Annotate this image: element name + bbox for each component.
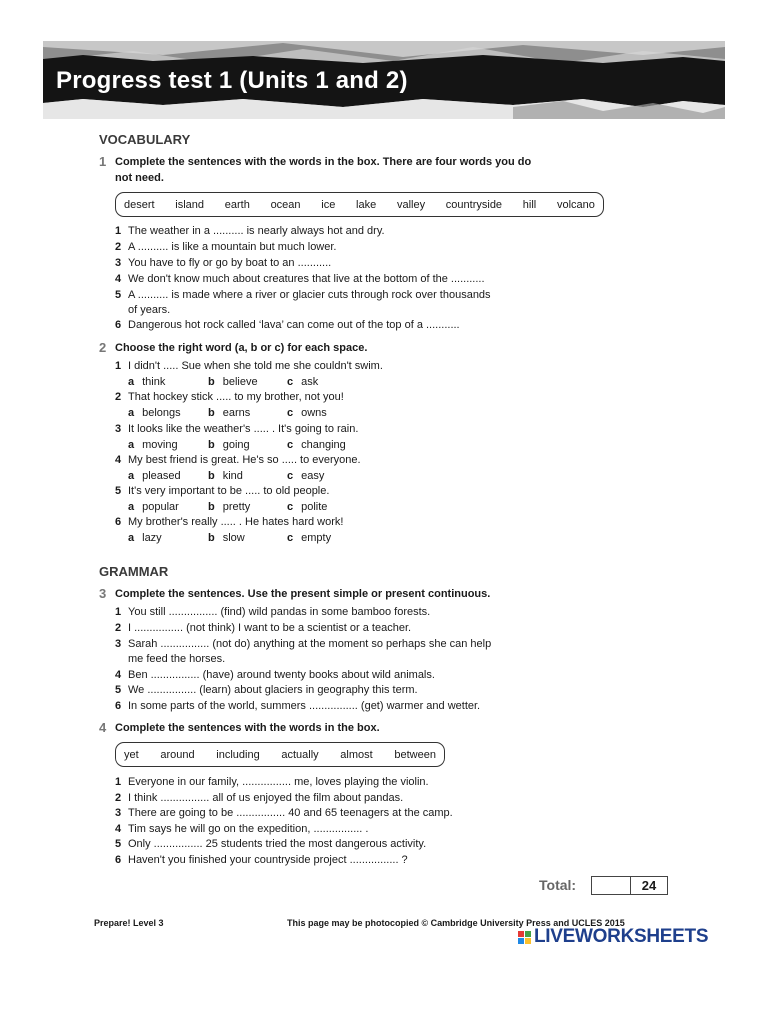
word-box <box>115 192 604 217</box>
exercise-item: 4 Tim says he will go on the expedition, ................ . <box>115 823 369 835</box>
option-a: a pleased <box>128 470 181 482</box>
option-b: b going <box>208 439 250 451</box>
question-instruction: Choose the right word (a, b or c) for each space. <box>115 342 368 354</box>
option-b: b slow <box>208 532 245 544</box>
exercise-item: 5 We ................ (learn) about glaciers in geography this term. <box>115 684 418 696</box>
word-box-item: ocean <box>270 198 301 211</box>
word-box-item: almost <box>340 748 373 761</box>
exercise-item: 6 Dangerous hot rock called ‘lava’ can come out of the top of a ........... <box>115 319 460 331</box>
option-c: c changing <box>287 439 346 451</box>
exercise-item: 5 It's very important to be ..... to old people. <box>115 485 330 497</box>
word-box-item: valley <box>396 198 426 211</box>
option-a: a belongs <box>128 407 181 419</box>
option-c: c owns <box>287 407 327 419</box>
exercise-item: 5 Only ................ 25 students tried the most dangerous activity. <box>115 838 427 850</box>
option-c: c easy <box>287 470 325 482</box>
question-number: 3 <box>99 586 107 601</box>
word-box-item: ice <box>321 198 336 211</box>
word-box-item: island <box>175 198 205 211</box>
exercise-item: 6 Haven't you finished your countryside project ................ ? <box>115 854 408 866</box>
exercise-item: 2 I ................ (not think) I want to be a scientist or a teacher. <box>115 622 412 634</box>
question-number: 4 <box>99 720 107 735</box>
section-heading-vocabulary: VOCABULARY <box>99 132 191 147</box>
word-box-item: actually <box>281 748 319 761</box>
option-a: a think <box>128 376 166 388</box>
total-score-value: 24 <box>641 878 657 893</box>
question-instruction: Complete the sentences. Use the present simple or present continuous. <box>115 588 491 600</box>
exercise-item: 6 In some parts of the world, summers ................ (get) warmer and wetter. <box>115 700 481 712</box>
option-a: a moving <box>128 439 178 451</box>
option-b: b earns <box>208 407 251 419</box>
exercise-item: 5 A .......... is made where a river or glacier cuts through rock over thousands <box>115 289 491 301</box>
word-box-item: around <box>160 748 195 761</box>
option-c: c empty <box>287 532 332 544</box>
exercise-item: 1 I didn't ..... Sue when she told me she couldn't swim. <box>115 360 383 372</box>
footer-book-level: Prepare! Level 3 <box>94 918 164 928</box>
option-b: b pretty <box>208 501 251 513</box>
exercise-item: 1 You still ................ (find) wild pandas in some bamboo forests. <box>115 606 431 618</box>
word-box-item: hill <box>522 198 537 211</box>
option-c: c ask <box>287 376 319 388</box>
footer-copyright: This page may be photocopied © Cambridge University Press and UCLES 2015 <box>287 918 625 928</box>
question-instruction: not need. <box>115 172 164 184</box>
word-box-item: desert <box>124 198 155 211</box>
question-number: 1 <box>99 154 107 169</box>
exercise-item: 4 We don't know much about creatures that live at the bottom of the ........... <box>115 273 485 285</box>
section-heading-grammar: GRAMMAR <box>99 564 169 579</box>
exercise-item-continuation: of years. <box>128 304 171 316</box>
exercise-item: 2 A .......... is like a mountain but much lower. <box>115 241 337 253</box>
exercise-item: 4 My best friend is great. He's so ..... to everyone. <box>115 454 361 466</box>
word-box-item: earth <box>224 198 250 211</box>
exercise-item: 4 Ben ................ (have) around twenty books about wild animals. <box>115 669 435 681</box>
word-box-item: volcano <box>556 198 595 211</box>
option-a: a popular <box>128 501 179 513</box>
question-instruction: Complete the sentences with the words in the box. <box>115 722 380 734</box>
question-number: 2 <box>99 340 107 355</box>
exercise-item: 2 I think ................ all of us enjoyed the film about pandas. <box>115 792 404 804</box>
exercise-item: 1 The weather in a .......... is nearly always hot and dry. <box>115 225 385 237</box>
page-title: Progress test 1 (Units 1 and 2) <box>56 67 408 94</box>
exercise-item: 2 That hockey stick ..... to my brother, not you! <box>115 391 344 403</box>
word-box <box>115 742 445 767</box>
liveworksheets-logo[interactable] <box>518 926 708 948</box>
word-box-item: yet <box>124 748 139 761</box>
word-box-item: including <box>216 748 260 761</box>
liveworksheets-wordmark: LIVEWORKSHEETS <box>534 926 709 947</box>
question-instruction: Complete the sentences with the words in the box. There are four words you do <box>115 156 532 168</box>
exercise-item: 1 Everyone in our family, ................ me, loves playing the violin. <box>115 776 429 788</box>
word-box-item: between <box>394 748 436 761</box>
word-box-item: countryside <box>445 198 503 211</box>
exercise-item: 3 You have to fly or go by boat to an ........... <box>115 257 332 269</box>
exercise-item: 6 My brother's really ..... . He hates hard work! <box>115 516 344 528</box>
option-a: a lazy <box>128 532 162 544</box>
total-label: Total: <box>539 877 577 893</box>
word-box-item: lake <box>356 198 377 211</box>
option-b: b kind <box>208 470 243 482</box>
option-b: b believe <box>208 376 258 388</box>
exercise-item-continuation: me feed the horses. <box>128 653 226 665</box>
exercise-item: 3 It looks like the weather's ..... . It's going to rain. <box>115 423 359 435</box>
option-c: c polite <box>287 501 328 513</box>
exercise-item: 3 There are going to be ................ 40 and 65 teenagers at the camp. <box>115 807 453 819</box>
exercise-item: 3 Sarah ................ (not do) anything at the moment so perhaps she can help <box>115 638 492 650</box>
liveworksheets-icon <box>518 931 531 944</box>
